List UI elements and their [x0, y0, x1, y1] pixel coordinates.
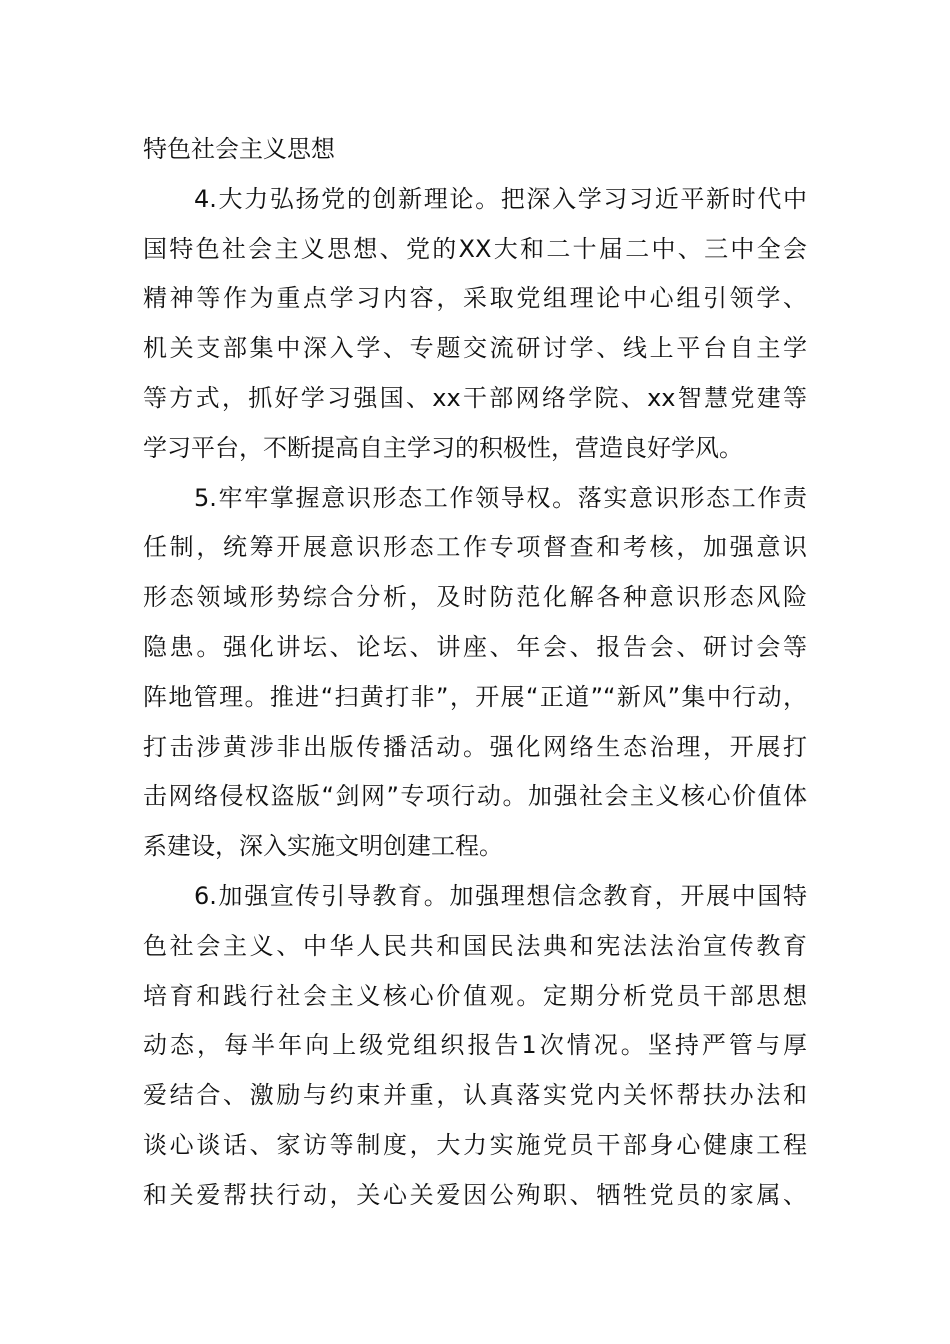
- text-line: 等方式，抓好学习强国、xx干部网络学院、xx智慧党建等: [143, 383, 807, 412]
- text-line: 精神等作为重点学习内容，采取党组理论中心组引领学、: [143, 284, 807, 313]
- text-line: 击网络侵权盗版“剑网”专项行动。加强社会主义核心价值体: [143, 782, 807, 811]
- paragraph-6-start: 6.加强宣传引导教育。加强理想信念教育，开展中国特: [194, 881, 807, 910]
- paragraph-4-start: 4.大力弘扬党的创新理论。把深入学习习近平新时代中: [194, 184, 807, 213]
- paragraph-5-start: 5.牢牢掌握意识形态工作领导权。落实意识形态工作责: [194, 483, 807, 512]
- text-line: 特色社会主义思想: [143, 135, 335, 163]
- text-line: 学习平台，不断提高自主学习的积极性，营造良好学风。: [143, 433, 743, 462]
- text-line: 爱结合、激励与约束并重，认真落实党内关怀帮扶办法和: [143, 1081, 807, 1110]
- text-line: 系建设，深入实施文明创建工程。: [143, 832, 503, 861]
- text-line: 阵地管理。推进“扫黄打非”，开展“正道”“新风”集中行动，: [143, 682, 807, 711]
- text-line: 色社会主义、中华人民共和国民法典和宪法法治宣传教育: [143, 931, 807, 960]
- text-line: 谈心谈话、家访等制度，大力实施党员干部身心健康工程: [143, 1130, 807, 1159]
- text-line: 动态，每半年向上级党组织报告1次情况。坚持严管与厚: [143, 1031, 807, 1060]
- text-line: 任制，统筹开展意识形态工作专项督查和考核，加强意识: [143, 533, 807, 562]
- text-line: 机关支部集中深入学、专题交流研讨学、线上平台自主学: [143, 334, 807, 363]
- document-body: [143, 125, 807, 1221]
- text-line: 隐患。强化讲坛、论坛、讲座、年会、报告会、研讨会等: [143, 632, 807, 661]
- text-line: 形态领域形势综合分析，及时防范化解各种意识形态风险: [143, 583, 807, 612]
- text-line: 和关爱帮扶行动，关心关爱因公殉职、牺牲党员的家属、: [143, 1180, 807, 1209]
- text-line: 培育和践行社会主义核心价值观。定期分析党员干部思想: [143, 981, 807, 1010]
- text-line: 国特色社会主义思想、党的XX大和二十届二中、三中全会: [143, 234, 807, 263]
- text-line: 打击涉黄涉非出版传播活动。强化网络生态治理，开展打: [143, 732, 807, 761]
